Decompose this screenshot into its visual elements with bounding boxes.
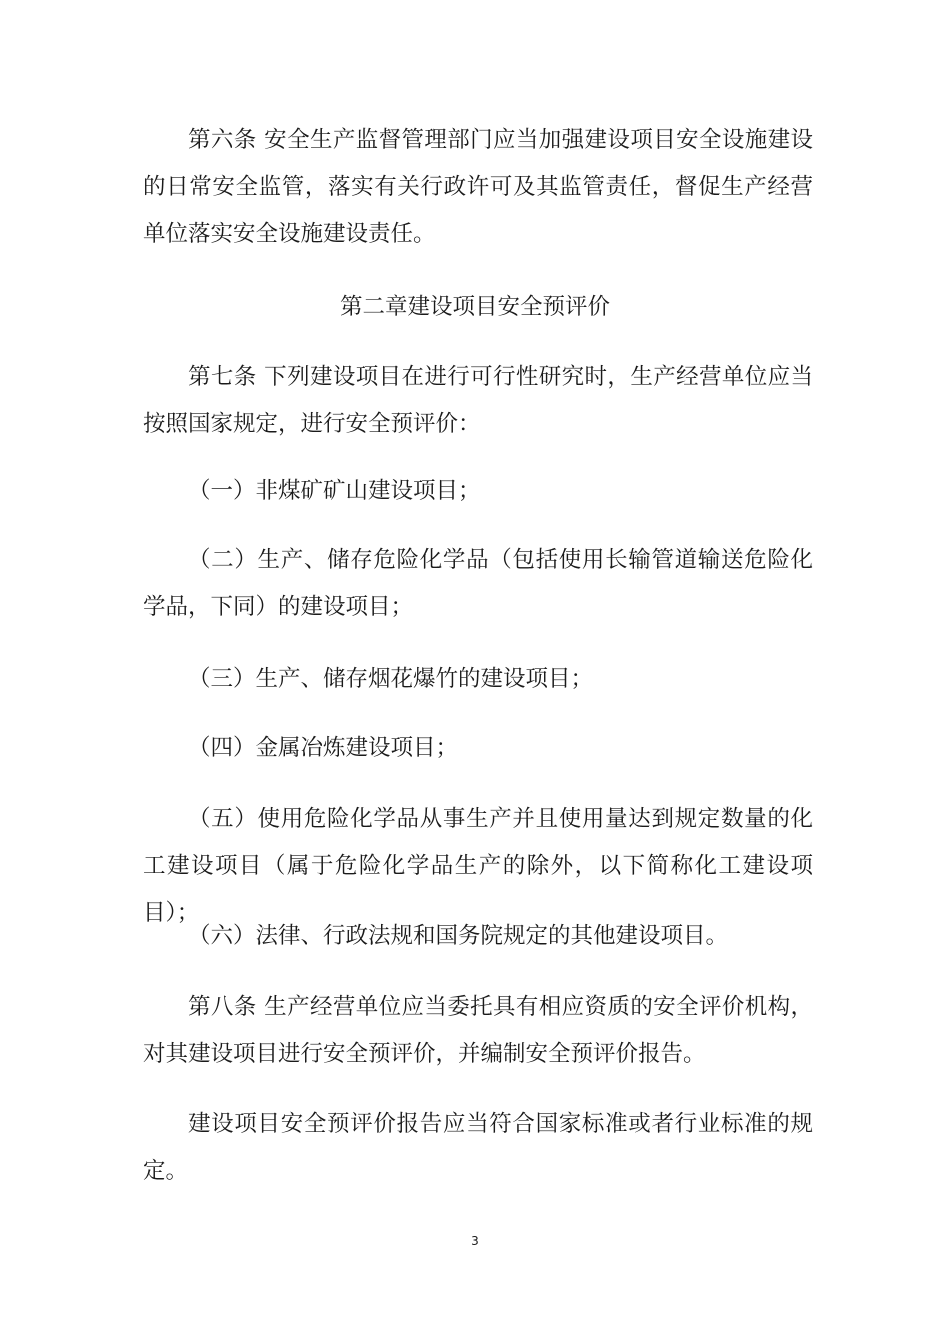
list-item-1: （一）非煤矿矿山建设项目； <box>188 478 481 504</box>
list-item-6: （六）法律、行政法规和国务院规定的其他建设项目。 <box>188 923 729 949</box>
article-8-paragraph: 第八条 生产经营单位应当委托具有相应资质的安全评价机构，对其建设项目进行安全预评价，并编制安全预评价报告。 <box>143 994 813 1067</box>
list-item-4: （四）金属冶炼建设项目； <box>188 735 459 761</box>
chapter-heading: 第二章建设项目安全预评价 <box>339 294 610 320</box>
list-item-2: （二）生产、储存危险化学品（包括使用长输管道输送危险化学品，下同）的建设项目； <box>143 547 813 620</box>
report-standard-paragraph: 建设项目安全预评价报告应当符合国家标准或者行业标准的规定。 <box>143 1111 813 1184</box>
page-number: 3 <box>471 1234 479 1248</box>
list-item-5: （五）使用危险化学品从事生产并且使用量达到规定数量的化工建设项目（属于危险化学品生产的除外，以下简称化工建设项目）； <box>143 806 813 926</box>
list-item-3: （三）生产、储存烟花爆竹的建设项目； <box>188 666 594 692</box>
article-7-paragraph: 第七条 下列建设项目在进行可行性研究时，生产经营单位应当按照国家规定，进行安全预评价： <box>143 364 813 437</box>
article-6-paragraph: 第六条 安全生产监督管理部门应当加强建设项目安全设施建设的日常安全监管，落实有关行政许可及其监管责任，督促生产经营单位落实安全设施建设责任。 <box>143 127 813 247</box>
